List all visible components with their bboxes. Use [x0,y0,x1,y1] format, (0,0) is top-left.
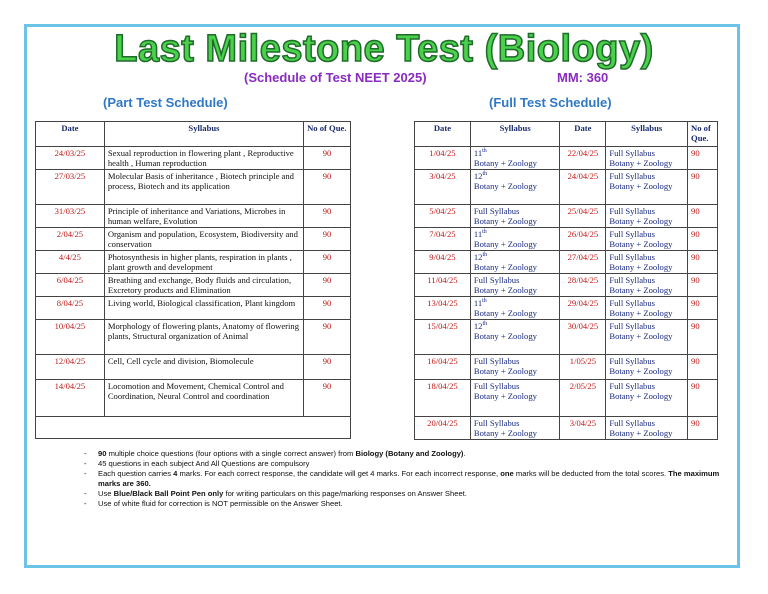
table-row [415,228,718,251]
row-syllabus: Photosynthesis in higher plants, respiration in plants , plant growth and development [104,251,303,274]
table-row [415,274,718,297]
row-que-count: 90 [304,320,351,355]
row-syllabus: Locomotion and Movement, Chemical Control and Coordination, Neural Control and coordination [104,380,303,417]
row-date: 14/04/25 [36,380,105,417]
row-date: 15/04/25 [415,320,471,355]
row-date: 31/03/25 [36,205,105,228]
row-que-count: 90 [688,355,718,380]
syllabus-header: Syllabus [606,122,688,147]
row-syllabus: 12th Botany + Zoology [470,170,560,205]
row-que-count: 90 [688,205,718,228]
row-syllabus: Sexual reproduction in flowering plant , Reproductive health , Human reproduction [104,147,303,170]
table-header-row [415,122,718,147]
row-syllabus: Full Syllabus Botany + Zoology [606,228,688,251]
row-syllabus: Molecular Basis of inheritance , Biotech principle and process, Biotech and its application [104,170,303,205]
table-row [36,147,351,170]
row-date: 1/05/25 [560,355,606,380]
row-que-count: 90 [304,228,351,251]
row-date: 26/04/25 [560,228,606,251]
row-syllabus: Full Syllabus Botany + Zoology [470,417,560,440]
row-que-count: 90 [688,170,718,205]
row-syllabus: 11th Botany + Zoology [470,147,560,170]
row-syllabus: 12th Botany + Zoology [470,320,560,355]
row-que-count: 90 [688,228,718,251]
full-test-heading: (Full Test Schedule) [489,95,612,110]
instruction-item: - Each question carries 4 marks. For each correct response, the candidate will get 4 marks. For each incorrect response, one marks will be deducted from the total scores. The maximum marks are 360. [84,469,720,488]
page-title: Last Milestone Test (Biology) [114,28,654,70]
row-syllabus: Full Syllabus Botany + Zoology [470,274,560,297]
row-syllabus: Principle of inheritance and Variations, Microbes in human welfare, Evolution [104,205,303,228]
row-date: 29/04/25 [560,297,606,320]
row-syllabus: Organism and population, Ecosystem, Biodiversity and conservation [104,228,303,251]
row-syllabus: Full Syllabus Botany + Zoology [606,380,688,417]
row-date: 22/04/25 [560,147,606,170]
que-count-header: No of Que. [688,122,718,147]
instruction-item: - 45 questions in each subject And All Questions are compulsory [84,459,310,468]
row-syllabus: Full Syllabus Botany + Zoology [606,355,688,380]
row-date: 25/04/25 [560,205,606,228]
table-header-row [36,122,351,147]
instructions-list [84,449,724,509]
row-syllabus: Cell, Cell cycle and division, Biomolecule [104,355,303,380]
row-que-count: 90 [304,147,351,170]
row-syllabus: Full Syllabus Botany + Zoology [470,355,560,380]
syllabus-header: Syllabus [470,122,560,147]
row-syllabus: Full Syllabus Botany + Zoology [606,297,688,320]
instruction-item: - 90 multiple choice questions (four options with a single correct answer) from Biology (Botany and Zoology). [84,449,466,458]
row-date: 28/04/25 [560,274,606,297]
table-row [36,274,351,297]
row-que-count: 90 [688,251,718,274]
que-count-header: No of Que. [304,122,351,147]
row-date: 30/04/25 [560,320,606,355]
row-date: 3/04/25 [415,170,471,205]
row-que-count: 90 [304,355,351,380]
row-que-count: 90 [304,297,351,320]
row-date: 7/04/25 [415,228,471,251]
row-date: 2/05/25 [560,380,606,417]
table-row [415,417,718,440]
date-header: Date [36,122,105,147]
table-row [415,251,718,274]
row-syllabus: 11th Botany + Zoology [470,297,560,320]
row-syllabus: Morphology of flowering plants, Anatomy of flowering plants, Structural organization of Animal [104,320,303,355]
row-que-count: 90 [688,417,718,440]
row-que-count: 90 [688,380,718,417]
row-que-count: 90 [688,147,718,170]
row-date: 10/04/25 [36,320,105,355]
row-syllabus: Full Syllabus Botany + Zoology [470,205,560,228]
row-date: 13/04/25 [415,297,471,320]
row-syllabus: Breathing and exchange, Body fluids and circulation, Excretory products and Elimination [104,274,303,297]
row-syllabus: Full Syllabus Botany + Zoology [606,251,688,274]
empty-cell [36,417,351,439]
row-date: 27/03/25 [36,170,105,205]
row-date: 9/04/25 [415,251,471,274]
syllabus-header: Syllabus [104,122,303,147]
part-test-table [35,121,351,439]
table-empty-row [36,417,351,439]
row-syllabus: Full Syllabus Botany + Zoology [606,147,688,170]
row-que-count: 90 [304,380,351,417]
date-header: Date [415,122,471,147]
row-date: 3/04/25 [560,417,606,440]
row-date: 24/03/25 [36,147,105,170]
row-que-count: 90 [688,274,718,297]
row-date: 1/04/25 [415,147,471,170]
row-date: 8/04/25 [36,297,105,320]
table-row [415,147,718,170]
schedule-subtitle: (Schedule of Test NEET 2025) [244,70,427,85]
row-date: 6/04/25 [36,274,105,297]
row-syllabus: Full Syllabus Botany + Zoology [606,205,688,228]
row-syllabus: 12th Botany + Zoology [470,251,560,274]
table-row [36,297,351,320]
row-date: 4/4/25 [36,251,105,274]
table-row [36,251,351,274]
full-test-table [414,121,718,440]
instruction-item: - Use of white fluid for correction is NOT permissible on the Answer Sheet. [84,499,343,508]
row-syllabus: Full Syllabus Botany + Zoology [606,417,688,440]
table-row [415,170,718,205]
row-que-count: 90 [304,274,351,297]
table-row [415,380,718,417]
table-row [415,355,718,380]
table-row [415,297,718,320]
table-row [36,320,351,355]
row-syllabus: Living world, Biological classification, Plant kingdom [104,297,303,320]
row-syllabus: Full Syllabus Botany + Zoology [470,380,560,417]
row-que-count: 90 [688,297,718,320]
table-row [36,355,351,380]
table-row [36,205,351,228]
row-que-count: 90 [688,320,718,355]
row-date: 5/04/25 [415,205,471,228]
row-que-count: 90 [304,251,351,274]
table-row [415,320,718,355]
row-date: 24/04/25 [560,170,606,205]
row-date: 2/04/25 [36,228,105,251]
part-test-heading: (Part Test Schedule) [103,95,228,110]
table-row [415,205,718,228]
row-date: 12/04/25 [36,355,105,380]
row-date: 18/04/25 [415,380,471,417]
instruction-item: - Use Blue/Black Ball Point Pen only for writing particulars on this page/marking responses on Answer Sheet. [84,489,467,498]
maximum-marks: MM: 360 [557,70,609,85]
date-header: Date [560,122,606,147]
table-row [36,170,351,205]
table-row [36,380,351,417]
row-syllabus: Full Syllabus Botany + Zoology [606,320,688,355]
row-syllabus: 11th Botany + Zoology [470,228,560,251]
row-que-count: 90 [304,170,351,205]
row-syllabus: Full Syllabus Botany + Zoology [606,170,688,205]
row-date: 11/04/25 [415,274,471,297]
row-date: 27/04/25 [560,251,606,274]
table-row [36,228,351,251]
row-syllabus: Full Syllabus Botany + Zoology [606,274,688,297]
row-date: 16/04/25 [415,355,471,380]
row-que-count: 90 [304,205,351,228]
row-date: 20/04/25 [415,417,471,440]
